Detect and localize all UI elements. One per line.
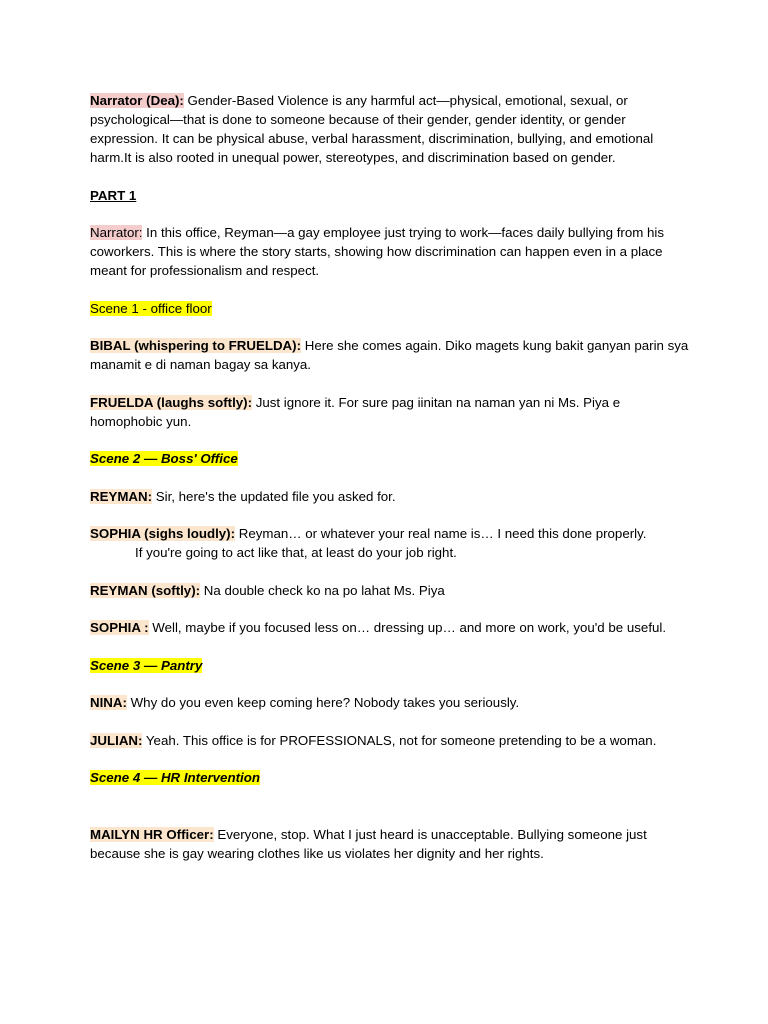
dialogue-text: Well, maybe if you focused less on… dressing up… and more on work, you'd be useful. <box>148 620 667 635</box>
narrator-paragraph <box>90 223 690 280</box>
intro-paragraph <box>90 91 690 167</box>
dialogue-text: Yeah. This office is for PROFESSIONALS, not for someone pretending to be a woman. <box>142 732 657 748</box>
dialogue-line <box>90 336 690 374</box>
dialogue-text: Na double check ko na po lahat Ms. Piya <box>200 582 445 598</box>
scene-4-heading <box>90 768 690 787</box>
dialogue-text: Here she comes again. Diko magets kung bakit ganyan parin sya manamit e di naman bagay sa kanya. <box>90 338 689 372</box>
scene-title: Scene 2 — Boss' Office <box>90 451 238 466</box>
scene-title: Scene 4 — HR Intervention <box>90 770 260 785</box>
speaker-label: SOPHIA (sighs loudly): <box>90 526 236 541</box>
dialogue-continuation: If you're going to act like that, at least do your job right. <box>135 545 457 560</box>
speaker-label: FRUELDA (laughs softly): <box>90 394 253 410</box>
speaker-label: REYMAN: <box>90 488 153 504</box>
speaker-label: REYMAN (softly): <box>90 582 201 598</box>
scene-title: Scene 3 — Pantry <box>90 657 203 673</box>
dialogue-text: Reyman… or whatever your real name is… I need this done properly. <box>235 526 647 541</box>
intro-text: Gender-Based Violence is any harmful act—physical, emotional, sexual, or psychological—that is done to someone because of their gender, gender identity, or gender expression. It can be physical abuse, verbal harassment, discrimination, bullying, and emotional harm.It is also rooted in unequal power, stereotypes, and discrimination based on gender. <box>90 93 654 165</box>
speaker-label: NINA: <box>90 695 127 710</box>
dialogue-text: Just ignore it. For sure pag iinitan na naman yan ni Ms. Piya e homophobic yun. <box>90 394 621 429</box>
narrator-text: In this office, Reyman—a gay employee just trying to work—faces daily bullying from his coworkers. This is where the story starts, showing how discrimination can happen even in a place meant for professionalism and respect. <box>90 225 664 278</box>
narrator-speaker: Narrator (Dea): <box>90 93 184 108</box>
scene-3-heading <box>90 656 690 675</box>
dialogue-text: Why do you even keep coming here? Nobody takes you seriously. <box>126 695 520 710</box>
dialogue-line <box>90 693 690 712</box>
speaker-label: MAILYN HR Officer: <box>90 827 214 842</box>
dialogue-line <box>90 524 690 543</box>
dialogue-line <box>90 825 690 863</box>
narrator-speaker: Narrator: <box>90 225 143 240</box>
dialogue-line <box>90 731 690 750</box>
scene-title: Scene 1 - office floor <box>90 300 212 316</box>
dialogue-line <box>90 487 690 506</box>
scene-1-heading <box>90 299 690 318</box>
speaker-label: JULIAN: <box>90 732 143 748</box>
dialogue-line <box>90 618 690 637</box>
speaker-label: SOPHIA : <box>90 620 149 635</box>
part-heading: PART 1 <box>90 187 137 203</box>
script-body <box>90 91 690 863</box>
dialogue-line <box>90 581 690 600</box>
scene-2-heading <box>90 449 690 468</box>
dialogue-text: Sir, here's the updated file you asked for. <box>152 488 396 504</box>
dialogue-text: Everyone, stop. What I just heard is unacceptable. Bullying someone just because she is gay wearing clothes like us violates her dignity and her rights. <box>90 827 647 861</box>
dialogue-line <box>90 393 690 431</box>
speaker-label: BIBAL (whispering to FRUELDA): <box>90 338 302 353</box>
